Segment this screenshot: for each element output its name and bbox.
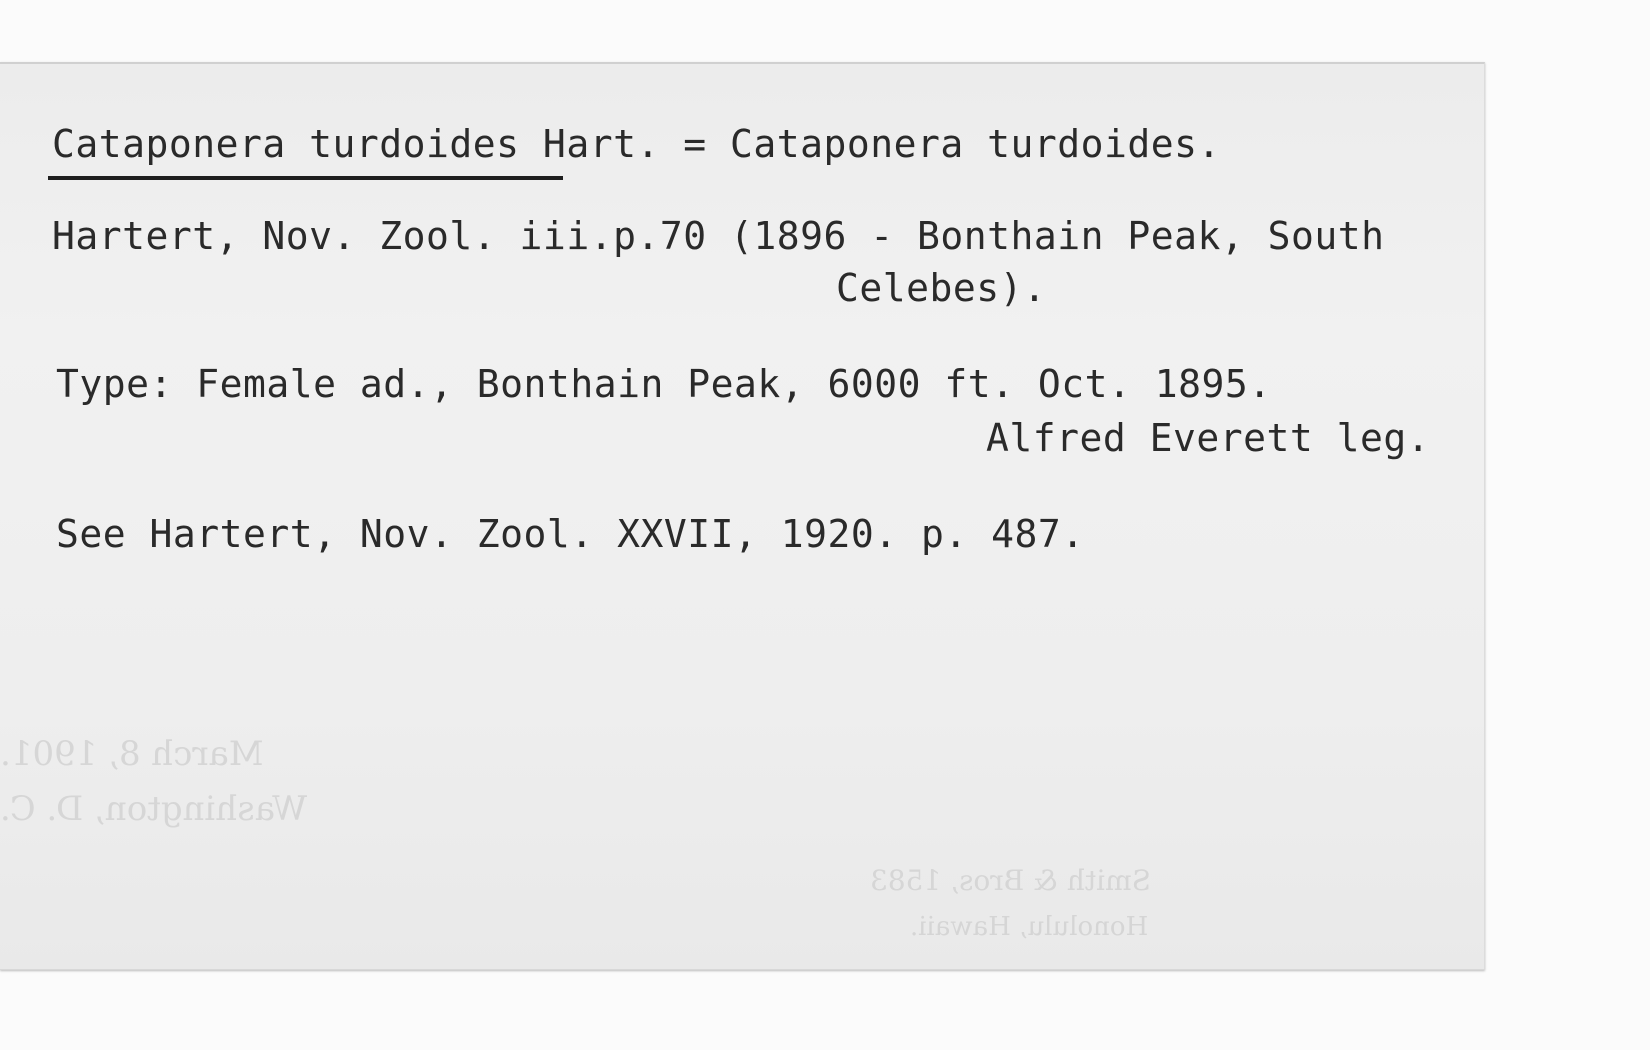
card-title: Cataponera turdoides Hart. = Cataponera turdoides. <box>52 122 1221 166</box>
type-line-2: Alfred Everett leg. <box>986 416 1431 460</box>
reference-line-1: Hartert, Nov. Zool. iii.p.70 (1896 - Bonthain Peak, South <box>52 214 1385 258</box>
bleed-through-text-left-2: Washington, D. C. <box>0 789 308 829</box>
bleed-through-text-left-1: March 8, 1901. <box>0 734 264 774</box>
bleed-through-text-right-2: Honolulu, Hawaii. <box>910 912 1149 942</box>
bleed-through-text-right-1: Smith & Bros, 1583 <box>870 864 1151 897</box>
index-card <box>0 62 1485 970</box>
type-line-1: Type: Female ad., Bonthain Peak, 6000 ft. Oct. 1895. <box>56 362 1272 406</box>
title-underline <box>48 176 563 180</box>
reference-line-2: Celebes). <box>836 266 1047 310</box>
see-reference-line: See Hartert, Nov. Zool. XXVII, 1920. p. 487. <box>56 512 1085 556</box>
